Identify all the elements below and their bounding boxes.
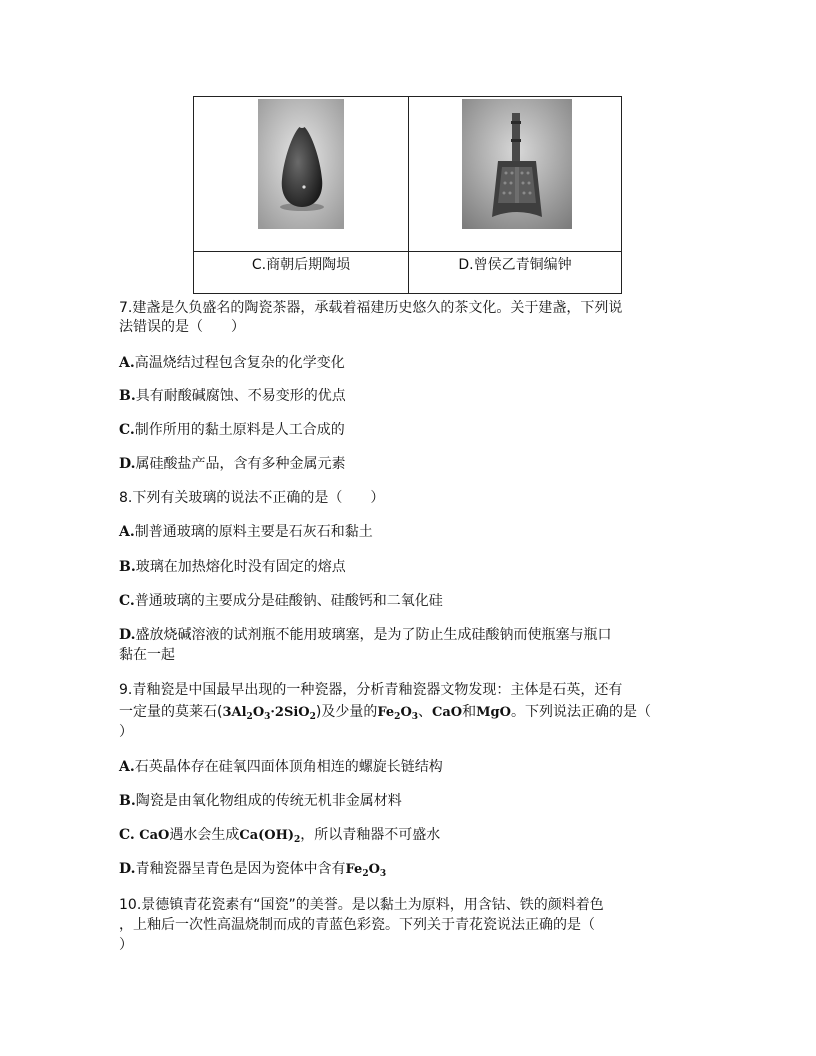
q9-option-c: C. CaO遇水会生成$Ca(OH)_2$，所以青釉器不可盛水 [119,827,441,845]
caption-d: D.曾侯乙青铜编钟 [458,257,572,273]
table-divider-horizontal [194,251,621,252]
q9-stem-line3: ） [119,724,133,740]
q9-option-d: D.青釉瓷器呈青色是因为瓷体中含有$Fe_2O_3$ [119,861,387,879]
q8-option-d: D.盛放烧碱溶液的试剂瓶不能用玻璃塞，是为了防止生成硅酸钠而使瓶塞与瓶口 [119,627,612,643]
artifact-image-table [193,96,622,294]
q8-option-d-continued: 黏在一起 [119,647,175,663]
q8-option-a: A.制普通玻璃的原料主要是石灰石和黏土 [119,524,373,540]
q9-stem-line2: 一定量的莫莱石$(3Al_2O_3\cdot 2SiO_2)$及少量的$Fe_2O_3$、CaO和MgO。下列说法正确的是（ [119,704,651,722]
q9-option-a: A.石英晶体存在硅氧四面体顶角相连的螺旋长链结构 [119,759,443,775]
fe2o3-formula: $Fe_2O_3$ [377,705,419,722]
caption-c: C.商朝后期陶埙 [251,257,351,273]
q7-stem-line1: 7.建盏是久负盛名的陶瓷茶器，承载着福建历史悠久的茶文化。关于建盏，下列说 [119,300,623,316]
q7-option-d: D.属硅酸盐产品，含有多种金属元素 [119,456,346,472]
q10-stem-line3: ） [119,937,133,953]
q10-stem-line1: 10.景德镇青花瓷素有“国瓷”的美誉。是以黏土为原料，用含钴、铁的颜料着色 [119,897,604,913]
mullite-formula: $3Al_2O_3\cdot 2SiO_2$ [222,705,316,722]
q10-stem-line2: ，上釉后一次性高温烧制而成的青蓝色彩瓷。下列关于青花瓷说法正确的是（ [119,917,595,933]
q7-option-b: B.具有耐酸碱腐蚀、不易变形的优点 [119,388,346,404]
q7-option-a: A.高温烧结过程包含复杂的化学变化 [119,355,345,371]
q8-stem: 8.下列有关玻璃的说法不正确的是（ ） [119,490,385,506]
q8-option-c: C.普通玻璃的主要成分是硅酸钠、硅酸钙和二氧化硅 [119,593,443,609]
bronze-bell-photo [462,99,572,229]
q7-option-c: C.制作所用的黏土原料是人工合成的 [119,422,345,438]
q9-stem-line1: 9.青釉瓷是中国最早出现的一种瓷器，分析青釉瓷器文物发现：主体是石英，还有 [119,682,623,698]
q7-stem-line2: 法错误的是（ ） [119,319,245,335]
q8-option-b: B.玻璃在加热熔化时没有固定的熔点 [119,559,346,575]
q9-option-b: B.陶瓷是由氧化物组成的传统无机非金属材料 [119,793,402,809]
clay-xun-photo [258,99,344,229]
